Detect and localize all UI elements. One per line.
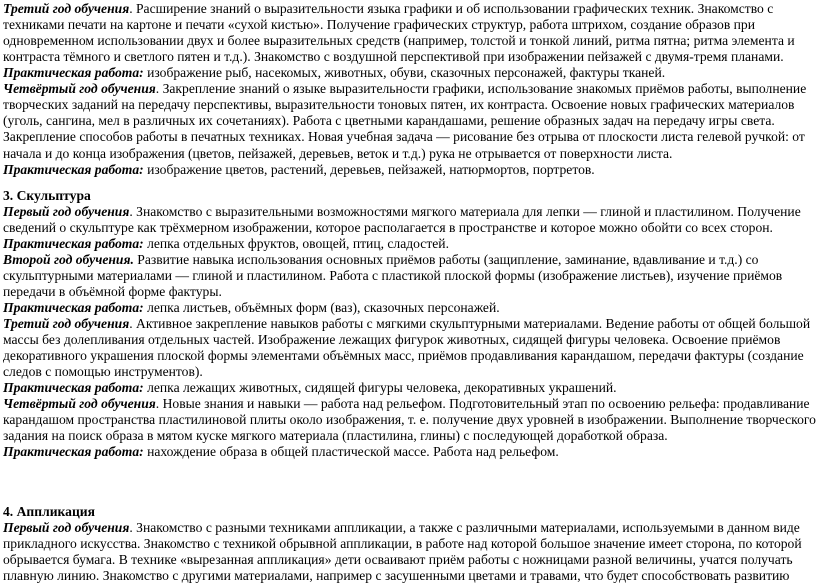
paragraph-text: . Расширение знаний о выразительности языка графики и об использовании графических техник. Знакомство с (129, 1, 774, 16)
paragraph-label: Третий год обучения (3, 1, 130, 16)
paragraph-label: Практическая работа: (3, 444, 144, 459)
practical-work-paragraph (3, 162, 813, 178)
paragraph-text: Закрепление способов работы в печатных техниках. Новая учебная задача — рисование без отрыва от плоскости листа гелевой ручкой: от (3, 129, 805, 145)
practical-work-paragraph (3, 444, 813, 460)
paragraph-label: Практическая работа: (3, 300, 144, 315)
paragraph-text: скульптурными материалами — глиной и пластилином. Работа с пластикой плоской формы (изображение листьев), изучение приёмов (3, 268, 783, 284)
paragraph-text: изображение рыб, насекомых, животных, обуви, сказочных персонажей, фактуры тканей. (143, 65, 666, 80)
paragraph-label: Практическая работа: (3, 380, 144, 395)
paragraph-text: задания на поиск образа в мятом куске мягкого материала (пластилина, глины) с последующей доработкой образа. (3, 428, 668, 444)
paragraph-text: изображение цветов, растений, деревьев, пейзажей, натюрмортов, портретов. (143, 162, 595, 177)
paragraph-fourth-year-graphics (3, 81, 813, 162)
paragraph-label: Четвёртый год обучения (3, 396, 156, 411)
paragraph-label: Третий год обучения (3, 316, 130, 331)
paragraph-text: контраста тёмного и светлого пятен и т.д.). Знакомство с воздушной перспективой при изображении пейзажей с двумя-тремя планами. (3, 49, 784, 65)
paragraph-text: следов с помощью инструментов). (3, 364, 203, 380)
paragraph-first-year-sculpture (3, 204, 813, 236)
paragraph-first-year-applique (3, 520, 813, 585)
practical-work-paragraph (3, 380, 813, 396)
paragraph-label: Четвёртый год обучения (3, 81, 156, 96)
paragraph-text: карандашом пространства пластилиновой плиты около изображения, т. е. получение двух уровней в изображении. Выполнение творческого (3, 412, 816, 428)
paragraph-text: техниками печати на картоне и печати «сухой кистью». Получение графических структур, работа штрихом, создание образов при (3, 17, 755, 33)
section-heading-applique: 4. Аппликация (3, 504, 95, 519)
paragraph-text: обрывается бумага. В технике «вырезанная аппликация» дети осваивают приём работы с ножницами разной величины, учатся получать (3, 552, 793, 568)
paragraph-text: лепка отдельных фруктов, овощей, птиц, сладостей. (143, 236, 449, 251)
paragraph-text: прикладного искусства. Знакомство с техникой обрывной аппликации, в работе над которой большое значение имеет сторона, по которой (3, 536, 802, 552)
paragraph-third-year-graphics (3, 1, 813, 66)
paragraph-text: творческих заданий на передачу перспективы, выразительности тоновых пятен, их контраста. Освоение новых графических материалов (3, 97, 795, 113)
paragraph-text: . Активное закрепление навыков работы с мягкими скульптурными материалами. Ведение работы от общей большой (129, 316, 811, 331)
paragraph-text: сведений о скульптуре как трёхмерном изображении, которое располагается в пространстве и которое можно обойти со всех сторон. (3, 220, 773, 236)
paragraph-second-year-sculpture (3, 252, 813, 300)
paragraph-text: . Знакомство с разными техниками аппликации, а также с различными материалами, используемыми в данном виде (129, 520, 800, 535)
practical-work-paragraph (3, 236, 813, 252)
paragraph-text: массы без долепливания отдельных частей. Изображение лежащих фигурок животных, сидящей фигуры человека. Освоение приёмов (3, 332, 781, 348)
paragraph-text: (уголь, сангина, мел в различных их сочетаниях). Работа с цветными карандашами, решение образных задач на передачу игры света. (3, 113, 775, 129)
practical-work-paragraph (3, 65, 813, 81)
paragraph-label: Практическая работа: (3, 236, 144, 251)
paragraph-text: плавную линию. Знакомство с другими материалами, например с засушенными цветами и травами, что будет способствовать развитию (3, 568, 790, 584)
paragraph-label: Первый год обучения (3, 520, 130, 535)
paragraph-text: передачи в объёмной форме фактуры. (3, 284, 222, 300)
paragraph-label: Практическая работа: (3, 162, 144, 177)
paragraph-fourth-year-sculpture (3, 396, 816, 444)
paragraph-text: нахождение образа в общей пластической массе. Работа над рельефом. (143, 444, 559, 459)
paragraph-text: декоративного украшения плоской формы элементами объёмных масс, приёмов продавливания карандашом, передачи фактуры (создание (3, 348, 804, 364)
paragraph-text: . Новые знания и навыки — работа над рельефом. Подготовительный этап по освоению рельефа: продавливание (155, 396, 810, 411)
practical-work-paragraph (3, 300, 813, 316)
paragraph-text: лепка листьев, объёмных форм (ваз), сказочных персонажей. (143, 300, 500, 315)
paragraph-text: . Закрепление знаний о языке выразительности графики, использование знакомых приёмов работы, выполнение (155, 81, 807, 96)
paragraph-label: Практическая работа: (3, 65, 144, 80)
paragraph-text: начала и до конца изображения (цветов, пейзажей, деревьев, веток и т.д.) рука не отрывается от поверхности листа. (3, 145, 673, 161)
paragraph-text: . Знакомство с выразительными возможностями мягкого материала для лепки — глиной и пластилином. Получение (129, 204, 801, 219)
paragraph-text: одновременном использовании двух и более выразительных средств (например, толстой и тонкой линий, ритма пятна; ритма элемента и (3, 33, 795, 49)
paragraph-text: лепка лежащих животных, сидящей фигуры человека, декоративных украшений. (143, 380, 617, 395)
paragraph-label: Первый год обучения (3, 204, 130, 219)
paragraph-third-year-sculpture (3, 316, 813, 381)
paragraph-text: Развитие навыка использования основных приёмов работы (защипление, заминание, вдавливание и т.д.) со (133, 252, 759, 267)
section-heading-sculpture: 3. Скульптура (3, 188, 91, 203)
paragraph-label: Второй год обучения. (3, 252, 134, 267)
